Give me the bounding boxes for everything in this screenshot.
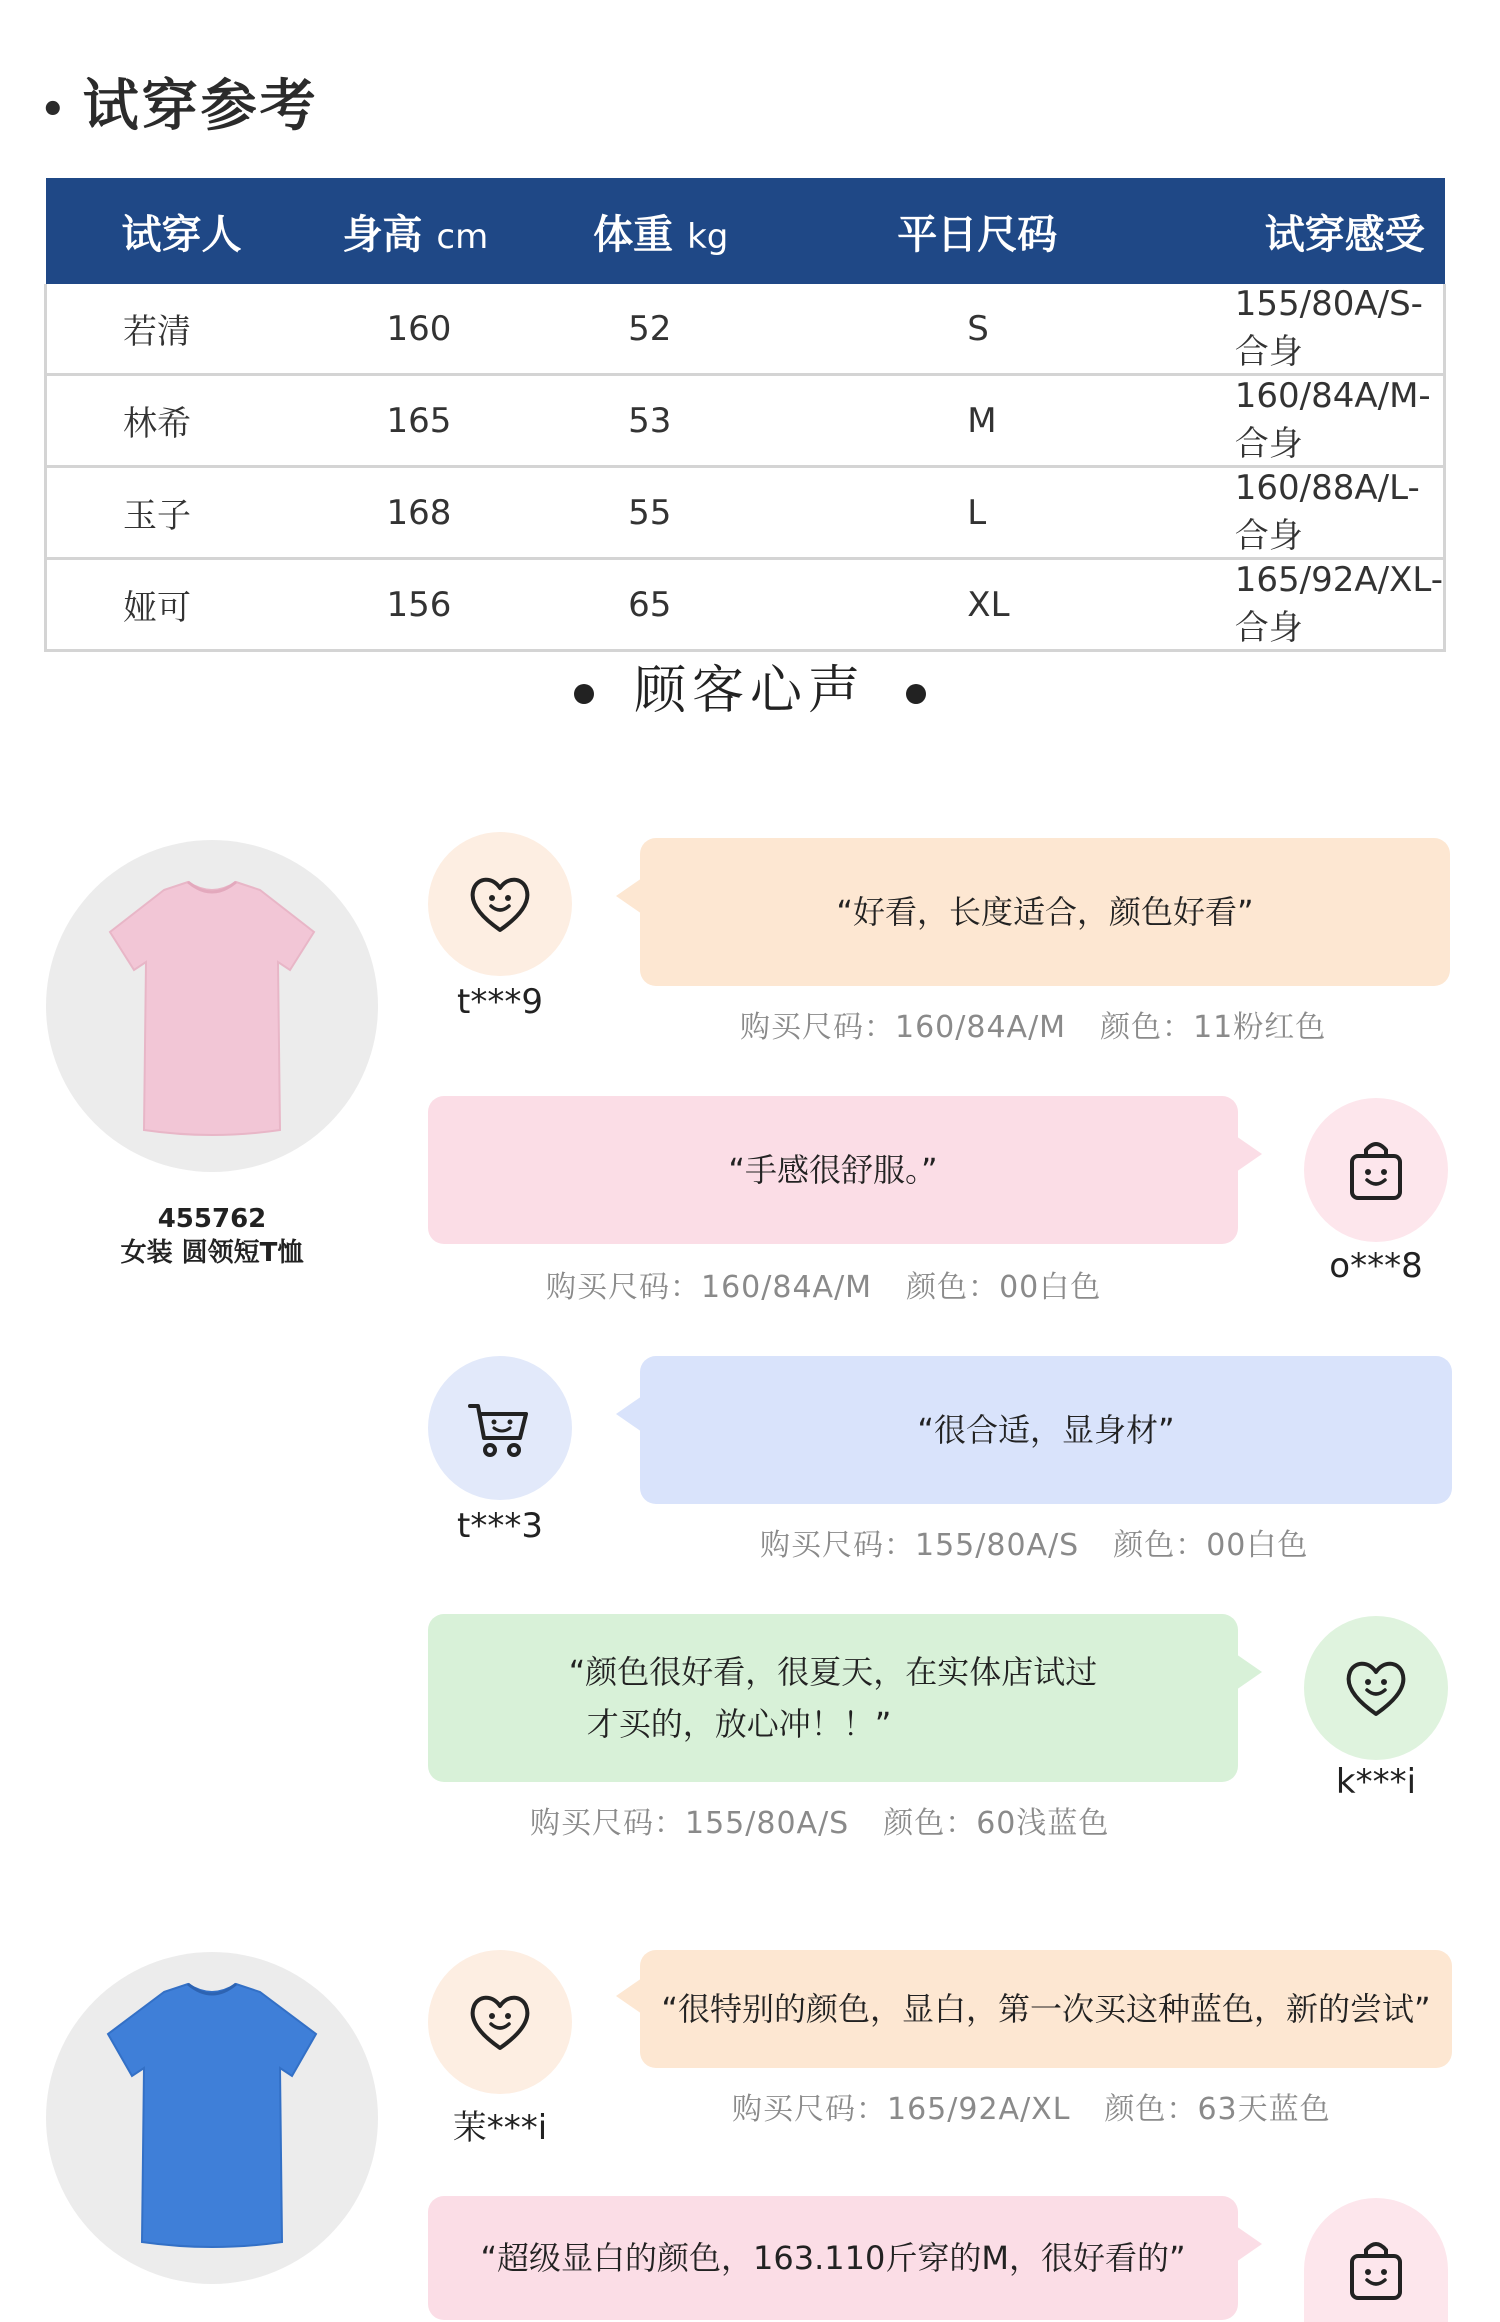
purchase-color: 00白色 — [999, 1270, 1102, 1305]
reviewer-name: 茉***i — [452, 2108, 548, 2148]
reviewer-avatar — [428, 1356, 572, 1500]
bullet-dot — [906, 684, 926, 704]
shopping-cart-icon — [464, 1392, 536, 1464]
bullet-dot — [574, 684, 594, 704]
product-card-blue-tee[interactable] — [46, 1952, 378, 2284]
reviewer-name: k***i — [1335, 1762, 1417, 1802]
review-bubble — [428, 1614, 1238, 1782]
cell-feel: 160/84A/M-合身 — [1225, 375, 1445, 467]
fitting-section-title — [40, 62, 319, 142]
cell-size: XL — [857, 559, 1224, 651]
review-meta: 购买尺码：155/80A/S 颜色：00白色 — [760, 1528, 1309, 1563]
cell-feel: 160/88A/L-合身 — [1225, 467, 1445, 559]
review-text: “颜色很好看，很夏天，在实体店试过 才买的，放心冲！！” — [568, 1653, 1098, 1743]
review-meta: 购买尺码：160/84A/M 颜色：11粉红色 — [740, 1010, 1327, 1045]
reviewer-avatar — [428, 832, 572, 976]
product-code: 455762 — [157, 1204, 267, 1234]
cell-size: M — [857, 375, 1224, 467]
cell-weight: 52 — [593, 284, 857, 375]
review-bubble — [640, 838, 1450, 986]
shopping-bag-icon — [1340, 1134, 1412, 1206]
cell-weight: 53 — [593, 375, 857, 467]
cell-feel: 155/80A/S-合身 — [1225, 284, 1445, 375]
cell-name: 林希 — [46, 375, 343, 467]
purchase-size: 160/84A/M — [701, 1270, 873, 1305]
review-text: “手感很舒服。” — [728, 1151, 938, 1189]
fitting-table — [44, 178, 1446, 652]
review-text: “超级显白的颜色，163.110斤穿的M，很好看的” — [480, 2239, 1186, 2277]
reviewer-name: t***9 — [457, 982, 543, 1022]
table-row — [46, 467, 1445, 559]
blue-tshirt-image — [46, 1952, 378, 2284]
table-row — [46, 375, 1445, 467]
cell-weight: 55 — [593, 467, 857, 559]
header-fit-feel: 试穿感受 — [1225, 178, 1445, 284]
shopping-bag-icon — [1340, 2234, 1412, 2306]
product-caption — [46, 1202, 378, 1270]
cell-name: 玉子 — [46, 467, 343, 559]
review-text: “好看，长度适合，颜色好看” — [836, 893, 1254, 931]
pink-tshirt-image — [46, 840, 378, 1172]
customer-voice-title — [0, 648, 1500, 723]
cell-feel: 165/92A/XL-合身 — [1225, 559, 1445, 651]
product-image — [46, 840, 378, 1172]
cell-size: S — [857, 284, 1224, 375]
review-bubble — [428, 2196, 1238, 2320]
cell-height: 165 — [342, 375, 593, 467]
reviewer-name: o***8 — [1329, 1246, 1423, 1286]
review-meta: 购买尺码：155/80A/S 颜色：60浅蓝色 — [530, 1806, 1110, 1841]
purchase-size: 155/80A/S — [685, 1806, 850, 1841]
header-height: 身高 cm — [342, 178, 593, 284]
cell-name: 娅可 — [46, 559, 343, 651]
purchase-color: 63天蓝色 — [1197, 2092, 1331, 2127]
review-text: “很特别的颜色，显白，第一次买这种蓝色，新的尝试” — [661, 1990, 1431, 2028]
review-text: “很合适，显身材” — [917, 1411, 1175, 1449]
purchase-size: 165/92A/XL — [887, 2092, 1071, 2127]
table-header-row — [46, 178, 1445, 284]
table-row — [46, 284, 1445, 375]
product-image — [46, 1952, 378, 2284]
customer-voice-title-text: 顾客心声 — [633, 661, 866, 721]
header-weight: 体重 kg — [593, 178, 857, 284]
review-bubble — [428, 1096, 1238, 1244]
heart-icon — [464, 1986, 536, 2058]
purchase-color: 00白色 — [1206, 1528, 1309, 1563]
product-card-pink-tee[interactable] — [46, 840, 378, 1270]
review-meta: 购买尺码：160/84A/M 颜色：00白色 — [546, 1270, 1102, 1305]
cell-height: 168 — [342, 467, 593, 559]
cell-weight: 65 — [593, 559, 857, 651]
review-bubble — [640, 1356, 1452, 1504]
header-usual-size: 平日尺码 — [857, 178, 1224, 284]
purchase-size: 155/80A/S — [915, 1528, 1080, 1563]
reviewer-avatar — [1304, 2198, 1448, 2322]
purchase-color: 60浅蓝色 — [976, 1806, 1110, 1841]
fitting-title-text: 试穿参考 — [82, 74, 319, 139]
heart-icon — [1340, 1652, 1412, 1724]
header-tester: 试穿人 — [46, 178, 343, 284]
reviewer-name: t***3 — [457, 1506, 543, 1546]
review-meta: 购买尺码：165/92A/XL 颜色：63天蓝色 — [732, 2092, 1331, 2127]
cell-height: 156 — [342, 559, 593, 651]
heart-icon — [464, 868, 536, 940]
review-bubble — [640, 1950, 1452, 2068]
bullet-dot: • — [40, 86, 69, 133]
reviewer-avatar — [1304, 1616, 1448, 1760]
cell-size: L — [857, 467, 1224, 559]
cell-name: 若清 — [46, 284, 343, 375]
table-row — [46, 559, 1445, 651]
purchase-color: 11粉红色 — [1193, 1010, 1327, 1045]
reviewer-avatar — [1304, 1098, 1448, 1242]
reviewer-avatar — [428, 1950, 572, 2094]
cell-height: 160 — [342, 284, 593, 375]
purchase-size: 160/84A/M — [895, 1010, 1067, 1045]
product-name: 女装 圆领短T恤 — [120, 1238, 304, 1268]
